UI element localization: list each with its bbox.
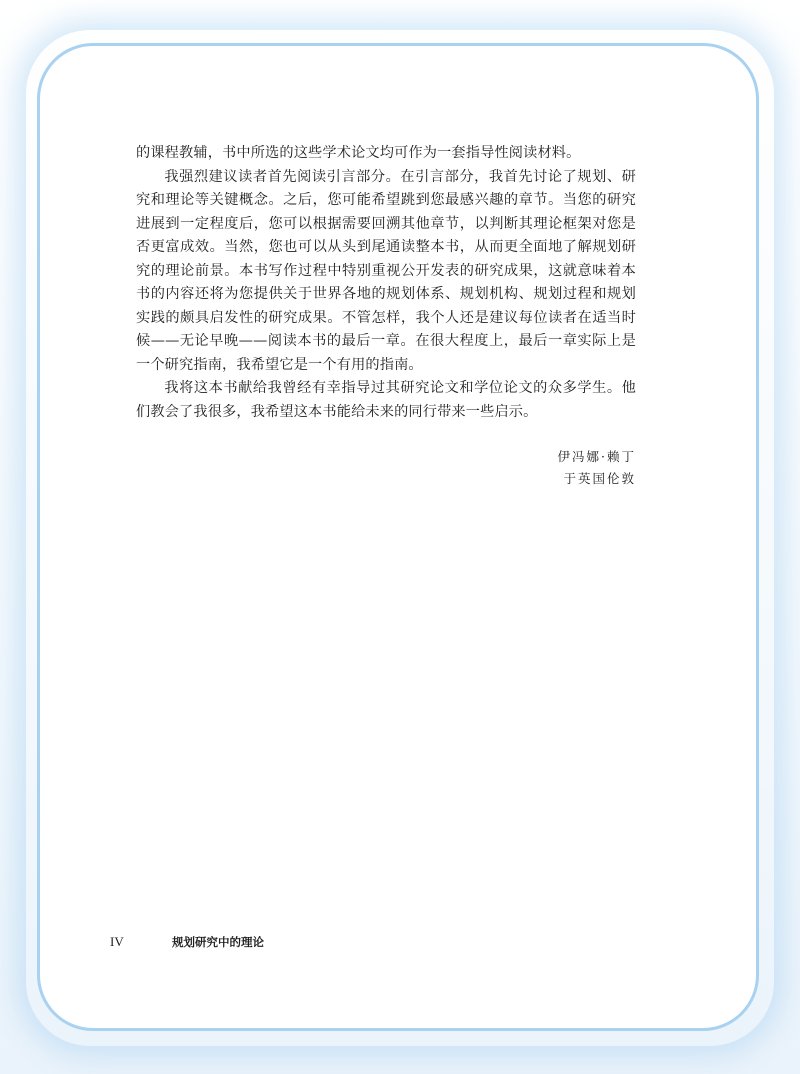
running-title: 规划研究中的理论 [172,935,264,949]
paragraph-reading-advice: 我强烈建议读者首先阅读引言部分。在引言部分，我首先讨论了规划、研究和理论等关键概念。之后，您可能希望跳到您最感兴趣的章节。当您的研究进展到一定程度后，您可以根据需要回溯其他章节，以判断其理论框架对您是否更富成效。当然，您也可以从头到尾通读整本书，从而更全面地了解规划研究的理论前景。本书写作过程中特别重视公开发表的研究成果，这就意味着本书的内容还将为您提供关于世界各地的规划体系、规划机构、规划过程和规划实践的颇具启发性的研究成果。不管怎样，我个人还是建议每位读者在适当时候——无论早晚——阅读本书的最后一章。在很大程度上，最后一章实际上是一个研究指南，我希望它是一个有用的指南。 [136,168,636,373]
paragraph-continuation: 的课程教辅，书中所选的这些学术论文均可作为一套指导性阅读材料。 [136,145,581,161]
signature-place: 于英国伦敦 [563,471,636,486]
body-text [136,142,636,424]
paragraph-dedication: 我将这本书献给我曾经有幸指导过其研究论文和学位论文的众多学生。他们教会了我很多，我希望这本书能给未来的同行带来一些启示。 [136,380,636,420]
page-number: IV [110,934,124,949]
page-footer [110,934,264,950]
signature-author: 伊冯娜·赖丁 [557,449,636,464]
signature-block [558,446,636,490]
